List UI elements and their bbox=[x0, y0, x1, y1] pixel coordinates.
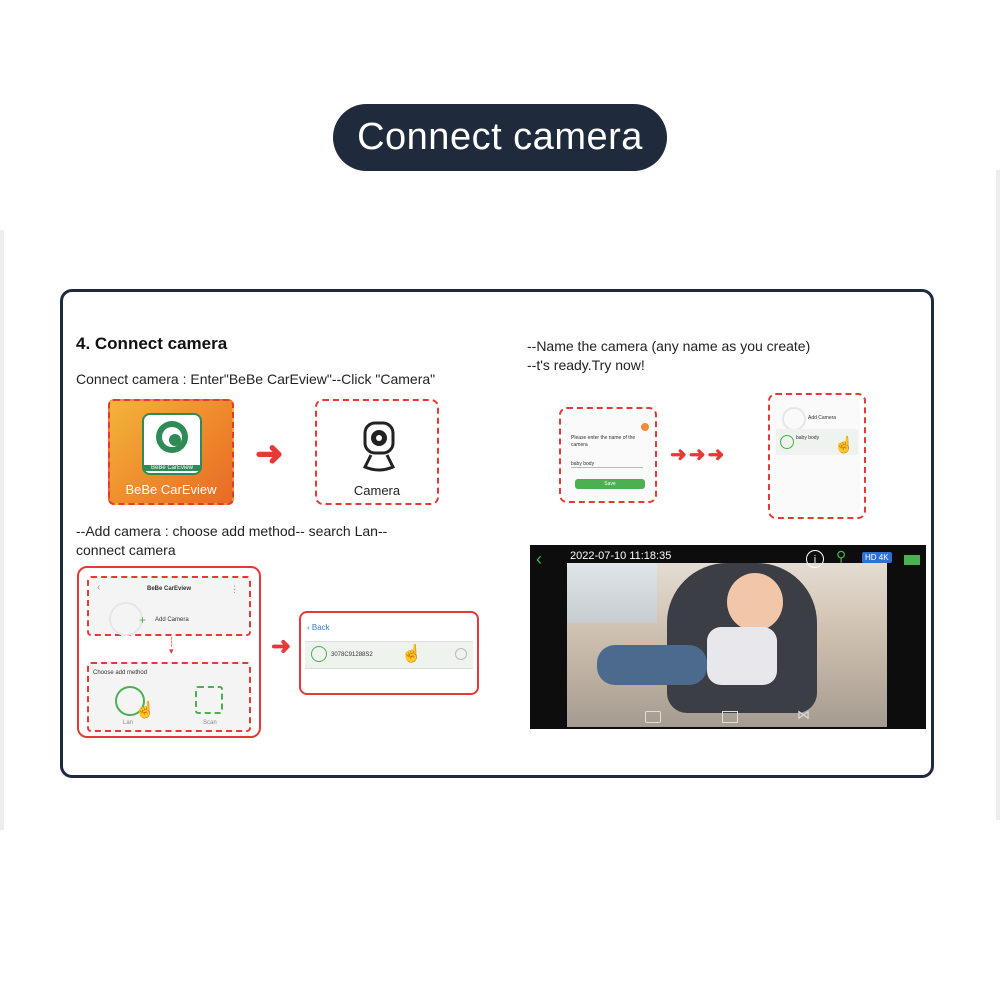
close-icon[interactable] bbox=[641, 423, 649, 431]
baby-body bbox=[707, 627, 777, 685]
wifi-icon bbox=[782, 407, 806, 431]
tap-hand-icon: ☝ bbox=[401, 644, 423, 663]
wifi-icon bbox=[109, 602, 143, 636]
add-method-title: Choose add method bbox=[93, 670, 148, 676]
add-circle-icon[interactable] bbox=[455, 648, 467, 660]
snapshot-icon[interactable] bbox=[645, 711, 661, 723]
quality-text: 4K bbox=[878, 553, 889, 562]
app-icon-label: BeBe CarEview bbox=[125, 482, 217, 497]
down-arrow-icon: ┆ ▾ bbox=[169, 637, 175, 656]
location-icon[interactable]: ⚲ bbox=[836, 548, 847, 564]
video-frame bbox=[567, 563, 887, 727]
app-logo-label: BeBe CarEview bbox=[144, 465, 200, 471]
hd-badge[interactable] bbox=[862, 552, 892, 563]
car-window bbox=[567, 563, 657, 623]
add-screen-title: BeBe CarEview bbox=[146, 586, 192, 592]
camera-icon bbox=[311, 646, 327, 662]
lan-label: Lan bbox=[123, 720, 134, 726]
save-button[interactable]: Save bbox=[575, 479, 645, 489]
battery-icon bbox=[904, 555, 920, 565]
device-row[interactable] bbox=[305, 641, 473, 669]
page-title-text: Connect camera bbox=[357, 116, 643, 158]
hd-badge-text: HD bbox=[865, 553, 877, 562]
back-chevron-icon[interactable]: ‹ bbox=[536, 549, 542, 569]
page-title bbox=[333, 104, 667, 171]
ready-instruction: --t's ready.Try now! bbox=[527, 357, 645, 373]
camera-list-screen bbox=[768, 393, 866, 519]
camera-tile[interactable] bbox=[315, 399, 439, 505]
tap-hand-icon: ☝ bbox=[834, 437, 854, 454]
step-heading: 4. Connect camera bbox=[76, 334, 228, 353]
add-instruction-1: --Add camera : choose add method-- search Lan-- bbox=[76, 523, 388, 539]
scan-icon[interactable] bbox=[195, 686, 223, 714]
add-camera-label[interactable]: Add Camera bbox=[155, 617, 189, 623]
back-label: Back bbox=[311, 623, 330, 632]
name-instruction: --Name the camera (any name as you create) bbox=[527, 338, 811, 354]
arrow-icon: ➜➜➜ bbox=[670, 444, 727, 466]
plus-icon: + bbox=[139, 613, 147, 627]
add-instruction-2: connect camera bbox=[76, 542, 176, 558]
camera-tile-label: Camera bbox=[353, 483, 401, 498]
arrow-icon: ➜ bbox=[255, 435, 284, 473]
name-prompt: Please enter the name of the camera bbox=[571, 435, 636, 448]
mirror-icon[interactable]: ⋈ bbox=[797, 707, 810, 722]
enter-instruction: Connect camera : Enter"BeBe CarEview"--Click "Camera" bbox=[76, 371, 436, 387]
add-camera-label[interactable]: Add Camera bbox=[808, 415, 837, 421]
scan-label: Scan bbox=[203, 720, 217, 726]
baby-legs bbox=[597, 645, 707, 685]
back-link[interactable]: ‹ Back bbox=[307, 623, 330, 632]
add-method-panel bbox=[87, 662, 251, 732]
left-edge-divider bbox=[0, 230, 4, 830]
record-icon[interactable] bbox=[722, 711, 738, 723]
more-icon[interactable]: ⋮ bbox=[230, 584, 239, 594]
arrow-icon: ➜ bbox=[271, 633, 292, 660]
app-logo bbox=[142, 413, 202, 475]
device-id: 3078C91288S2 bbox=[331, 652, 373, 658]
camera-list-item[interactable] bbox=[776, 429, 858, 455]
add-camera-screen bbox=[77, 566, 261, 738]
baby-face bbox=[727, 573, 783, 631]
camera-item-name: baby body bbox=[796, 435, 820, 441]
name-dialog bbox=[565, 413, 651, 497]
camera-list bbox=[774, 399, 860, 513]
lan-device-screen bbox=[299, 611, 479, 695]
camera-icon bbox=[780, 435, 794, 449]
name-input[interactable]: baby body bbox=[571, 461, 643, 468]
info-icon[interactable]: i bbox=[806, 550, 824, 568]
app-logo-icon bbox=[144, 415, 200, 459]
video-timestamp: 2022-07-10 11:18:35 bbox=[570, 550, 672, 562]
back-chevron-icon[interactable]: ‹ bbox=[97, 582, 101, 593]
name-dialog-screen bbox=[559, 407, 657, 503]
right-edge-divider bbox=[996, 170, 1000, 820]
add-camera-panel bbox=[87, 576, 251, 636]
app-icon-tile[interactable] bbox=[108, 399, 234, 505]
tap-hand-icon: ☝ bbox=[135, 702, 155, 719]
camera-icon bbox=[355, 419, 403, 475]
